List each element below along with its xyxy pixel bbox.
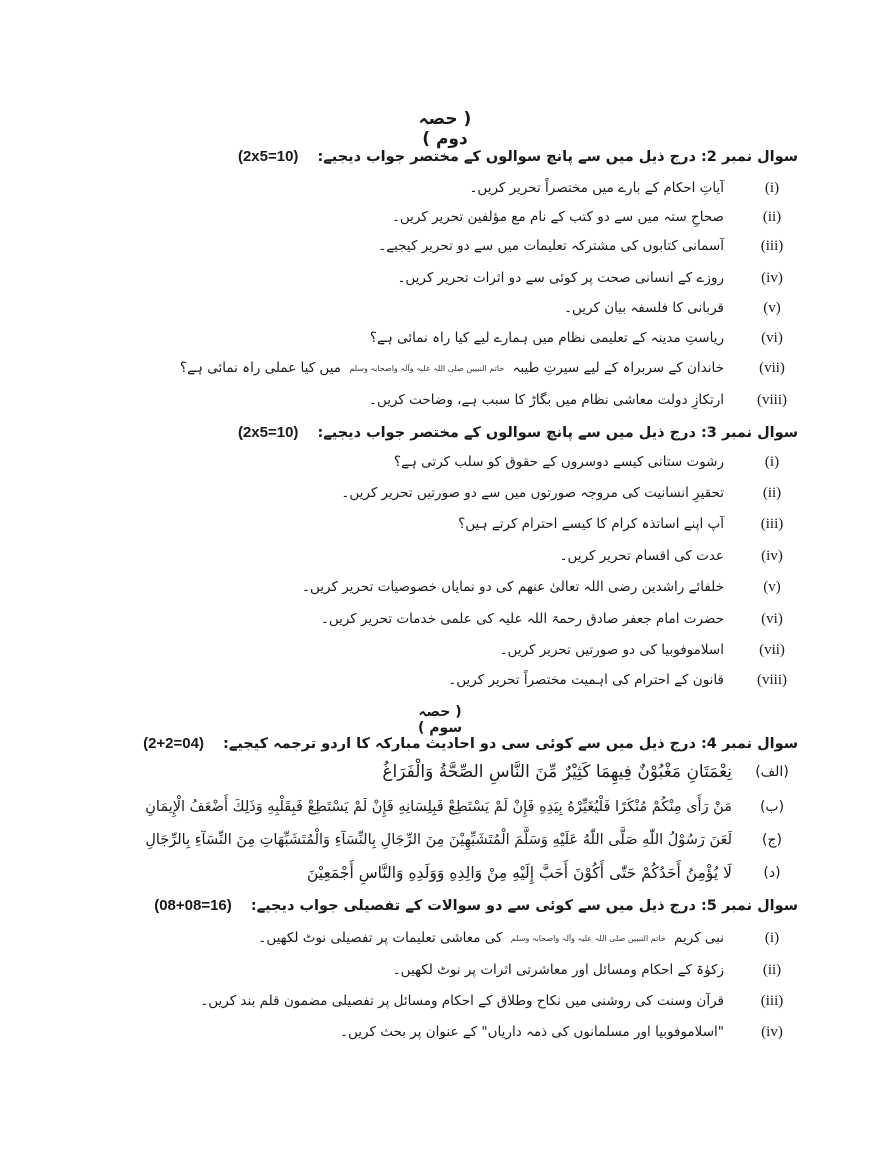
item-number: (iii): [760, 515, 784, 532]
item-number: (د): [763, 865, 781, 881]
item-number: (ج): [762, 832, 782, 848]
q3-item-4: [560, 544, 798, 568]
question-5-label: سوال نمبر 5:: [700, 898, 798, 914]
item-number: (vi): [761, 610, 783, 627]
q5-item-4: [340, 1020, 798, 1044]
item-text: آیاتِ احکام کے بارے میں مختصراً تحریر کریں۔: [469, 180, 724, 196]
item-number: (iv): [761, 547, 783, 564]
q3-item-3: [458, 512, 798, 536]
item-text: اسلاموفوبیا کی دو صورتیں تحریر کریں۔: [499, 642, 724, 658]
question-5-heading: [154, 897, 798, 914]
question-2-heading: [238, 148, 798, 165]
item-text: روزے کے انسانی صحت پر کوئی سے دو اثرات تحریر کریں۔: [397, 270, 724, 286]
question-3-label: سوال نمبر 3:: [700, 425, 798, 441]
q5-item-3: [200, 989, 798, 1013]
q2-item-7: [180, 356, 798, 380]
hadith-4: [307, 861, 798, 885]
item-text: قرآن وسنت کی روشنی میں نکاح وطلاق کے احکام ومسائل پر تفصیلی مضمون قلم بند کریں۔: [200, 993, 724, 1009]
item-number: (iv): [761, 269, 783, 286]
item-number: (i): [764, 453, 780, 470]
item-number: (viii): [757, 391, 787, 408]
item-number: (v): [763, 578, 781, 595]
item-number: (ii): [762, 484, 782, 501]
question-4-heading: [143, 735, 798, 752]
item-number: (vii): [759, 359, 785, 376]
question-4-instruction: درج ذیل میں سے کوئی سی دو احادیث مبارکہ کا اردو ترجمہ کیجیے:: [223, 736, 696, 752]
q2-item-3: [378, 234, 798, 258]
item-text: خلفائے راشدین رضی اللہ تعالیٰ عنھم کی دو نمایاں خصوصیات تحریر کریں۔: [302, 579, 724, 595]
honorific-calligraphy-icon: خاتم النبیین صلی اللہ علیہ وآلہ واصحابہ وسلم: [349, 363, 505, 373]
question-3-marks: (2x5=10): [237, 424, 299, 441]
q2-item-1: [470, 176, 798, 200]
q2-item-4: [397, 266, 798, 290]
item-text: ارتکازِ دولت معاشی نظام میں بگاڑ کا سبب ہے، وضاحت کریں۔: [369, 392, 724, 408]
item-number: (v): [763, 299, 781, 316]
item-text: ریاستِ مدینہ کے تعلیمی نظام میں ہمارے لیے کیا راہ نمائی ہے؟: [369, 330, 724, 346]
question-2-marks: (2x5=10): [237, 148, 299, 165]
hadith-3: [145, 828, 798, 852]
item-text-before: نبی کریم: [674, 930, 724, 946]
item-number: (viii): [757, 671, 787, 688]
hadith-text: لَا يُؤْمِنُ أَحَدُكُمْ حَتّٰى أَكُوْنَ أَحَبَّ إِلَيْهِ مِنْ وَالِدِهِ وَوَلَدِهِ وَالنَّاسِ أَجْمَعِيْنَ: [306, 864, 732, 882]
item-text-after: میں کیا عملی راہ نمائی ہے؟: [179, 360, 342, 376]
item-text: قانون کے احترام کی اہمیت مختصراً تحریر کریں۔: [448, 672, 724, 688]
hadith-text: لَعَنَ رَسُوْلُ اللّٰهِ صَلَّى اللّٰهُ عَلَيْهِ وَسَلَّمَ الْمُتَشَبِّهِيْنَ مِنَ الرِّجَالِ بِالنِّسَآءِ وَالْمُتَشَبِّهَاتِ مِنَ النِّسَآءِ بِالرِّجَالِ: [145, 832, 732, 848]
item-number: (iii): [760, 992, 784, 1009]
hadith-text: نِعْمَتَانِ مَغْبُوْنٌ فِيهِمَا كَثِيْرٌ مِّنَ النَّاسِ الصِّحَّةُ وَالْفَرَاغُ: [382, 762, 732, 782]
item-number: (i): [764, 179, 780, 196]
question-5-instruction: درج ذیل میں سے کوئی سے دو سوالات کے تفصیلی جواب دیجیے:: [250, 898, 696, 914]
hadith-text: مَنْ رَأَى مِنْكُمْ مُنْكَرًا فَلْيُغَيِّرْهُ بِيَدِهِ فَإِنْ لَمْ يَسْتَطِعْ فَبِلِسَانِهِ فَإِنْ لَمْ يَسْتَطِعْ فَبِقَلْبِهِ وَذَلِكَ أَضْعَفُ الْإِيمَانِ: [145, 799, 732, 815]
item-number: (i): [764, 929, 780, 946]
q2-item-5: [564, 296, 798, 320]
q3-item-8: [448, 668, 798, 692]
item-number: (ب): [759, 799, 785, 815]
item-number: (iii): [760, 237, 784, 254]
item-text-after: کی معاشی تعلیمات پر تفصیلی نوٹ لکھیں۔: [258, 930, 503, 946]
q2-item-8: [369, 388, 798, 412]
item-text: [258, 930, 724, 946]
item-text: حضرت امام جعفر صادق رحمۃ اللہ علیہ کی علمی خدمات تحریر کریں۔: [320, 611, 724, 627]
q3-item-2: [341, 481, 798, 505]
question-2-label: سوال نمبر 2:: [700, 149, 798, 165]
question-2-instruction: درج ذیل میں سے پانچ سوالوں کے مختصر جواب دیجیے:: [317, 149, 696, 165]
q5-item-2: [393, 958, 798, 982]
item-number: (iv): [761, 1023, 783, 1040]
q5-item-1: [258, 926, 798, 950]
item-number: (vi): [761, 329, 783, 346]
item-number: (ii): [762, 961, 782, 978]
question-4-marks: (2+2=04): [143, 735, 204, 752]
section-3-title: ( حصہ سوم ): [417, 704, 463, 736]
item-number: (الف): [755, 764, 789, 780]
item-text: رشوت ستانی کیسے دوسروں کے حقوق کو سلب کرتی ہے؟: [393, 454, 724, 470]
question-5-marks: (08+08=16): [154, 897, 232, 914]
q3-item-6: [321, 607, 798, 631]
q3-item-1: [394, 450, 798, 474]
honorific-calligraphy-icon: خاتم النبیین صلی اللہ علیہ وآلہ واصحابہ وسلم: [510, 933, 666, 943]
question-4-label: سوال نمبر 4:: [700, 736, 798, 752]
item-text: [180, 360, 724, 376]
item-text: صحاحِ ستہ میں سے دو کتب کے نام مع مؤلفین تحریر کریں۔: [391, 209, 724, 225]
item-text: عدت کی اقسام تحریر کریں۔: [559, 548, 724, 564]
item-text: آسمانی کتابوں کی مشترکہ تعلیمات میں سے دو تحریر کیجیے۔: [378, 238, 724, 254]
q2-item-6: [370, 326, 798, 350]
item-number: (ii): [762, 208, 782, 225]
item-text: "اسلاموفوبیا اور مسلمانوں کی ذمہ داریاں" کے عنوان پر بحث کریں۔: [340, 1024, 724, 1040]
question-3-heading: [238, 424, 798, 441]
hadith-1: [382, 760, 798, 784]
q3-item-7: [500, 638, 798, 662]
item-number: (vii): [759, 641, 785, 658]
hadith-2: [145, 795, 798, 819]
item-text: تحقیرِ انسانیت کی مروجہ صورتوں میں سے دو صورتیں تحریر کریں۔: [341, 485, 724, 501]
item-text: آپ اپنے اساتذہ کرام کا کیسے احترام کرتے ہیں؟: [458, 516, 724, 532]
section-2-title: ( حصہ دوم ): [418, 109, 472, 149]
q3-item-5: [302, 575, 798, 599]
item-text-before: خاندان کے سربراہ کے لیے سیرتِ طیبہ: [512, 360, 724, 376]
q2-item-2: [392, 205, 798, 229]
item-text: زکوٰۃ کے احکام ومسائل اور معاشرتی اثرات پر نوٹ لکھیں۔: [392, 962, 724, 978]
item-text: قربانی کا فلسفہ بیان کریں۔: [564, 300, 724, 316]
question-3-instruction: درج ذیل میں سے پانچ سوالوں کے مختصر جواب دیجیے:: [317, 425, 696, 441]
